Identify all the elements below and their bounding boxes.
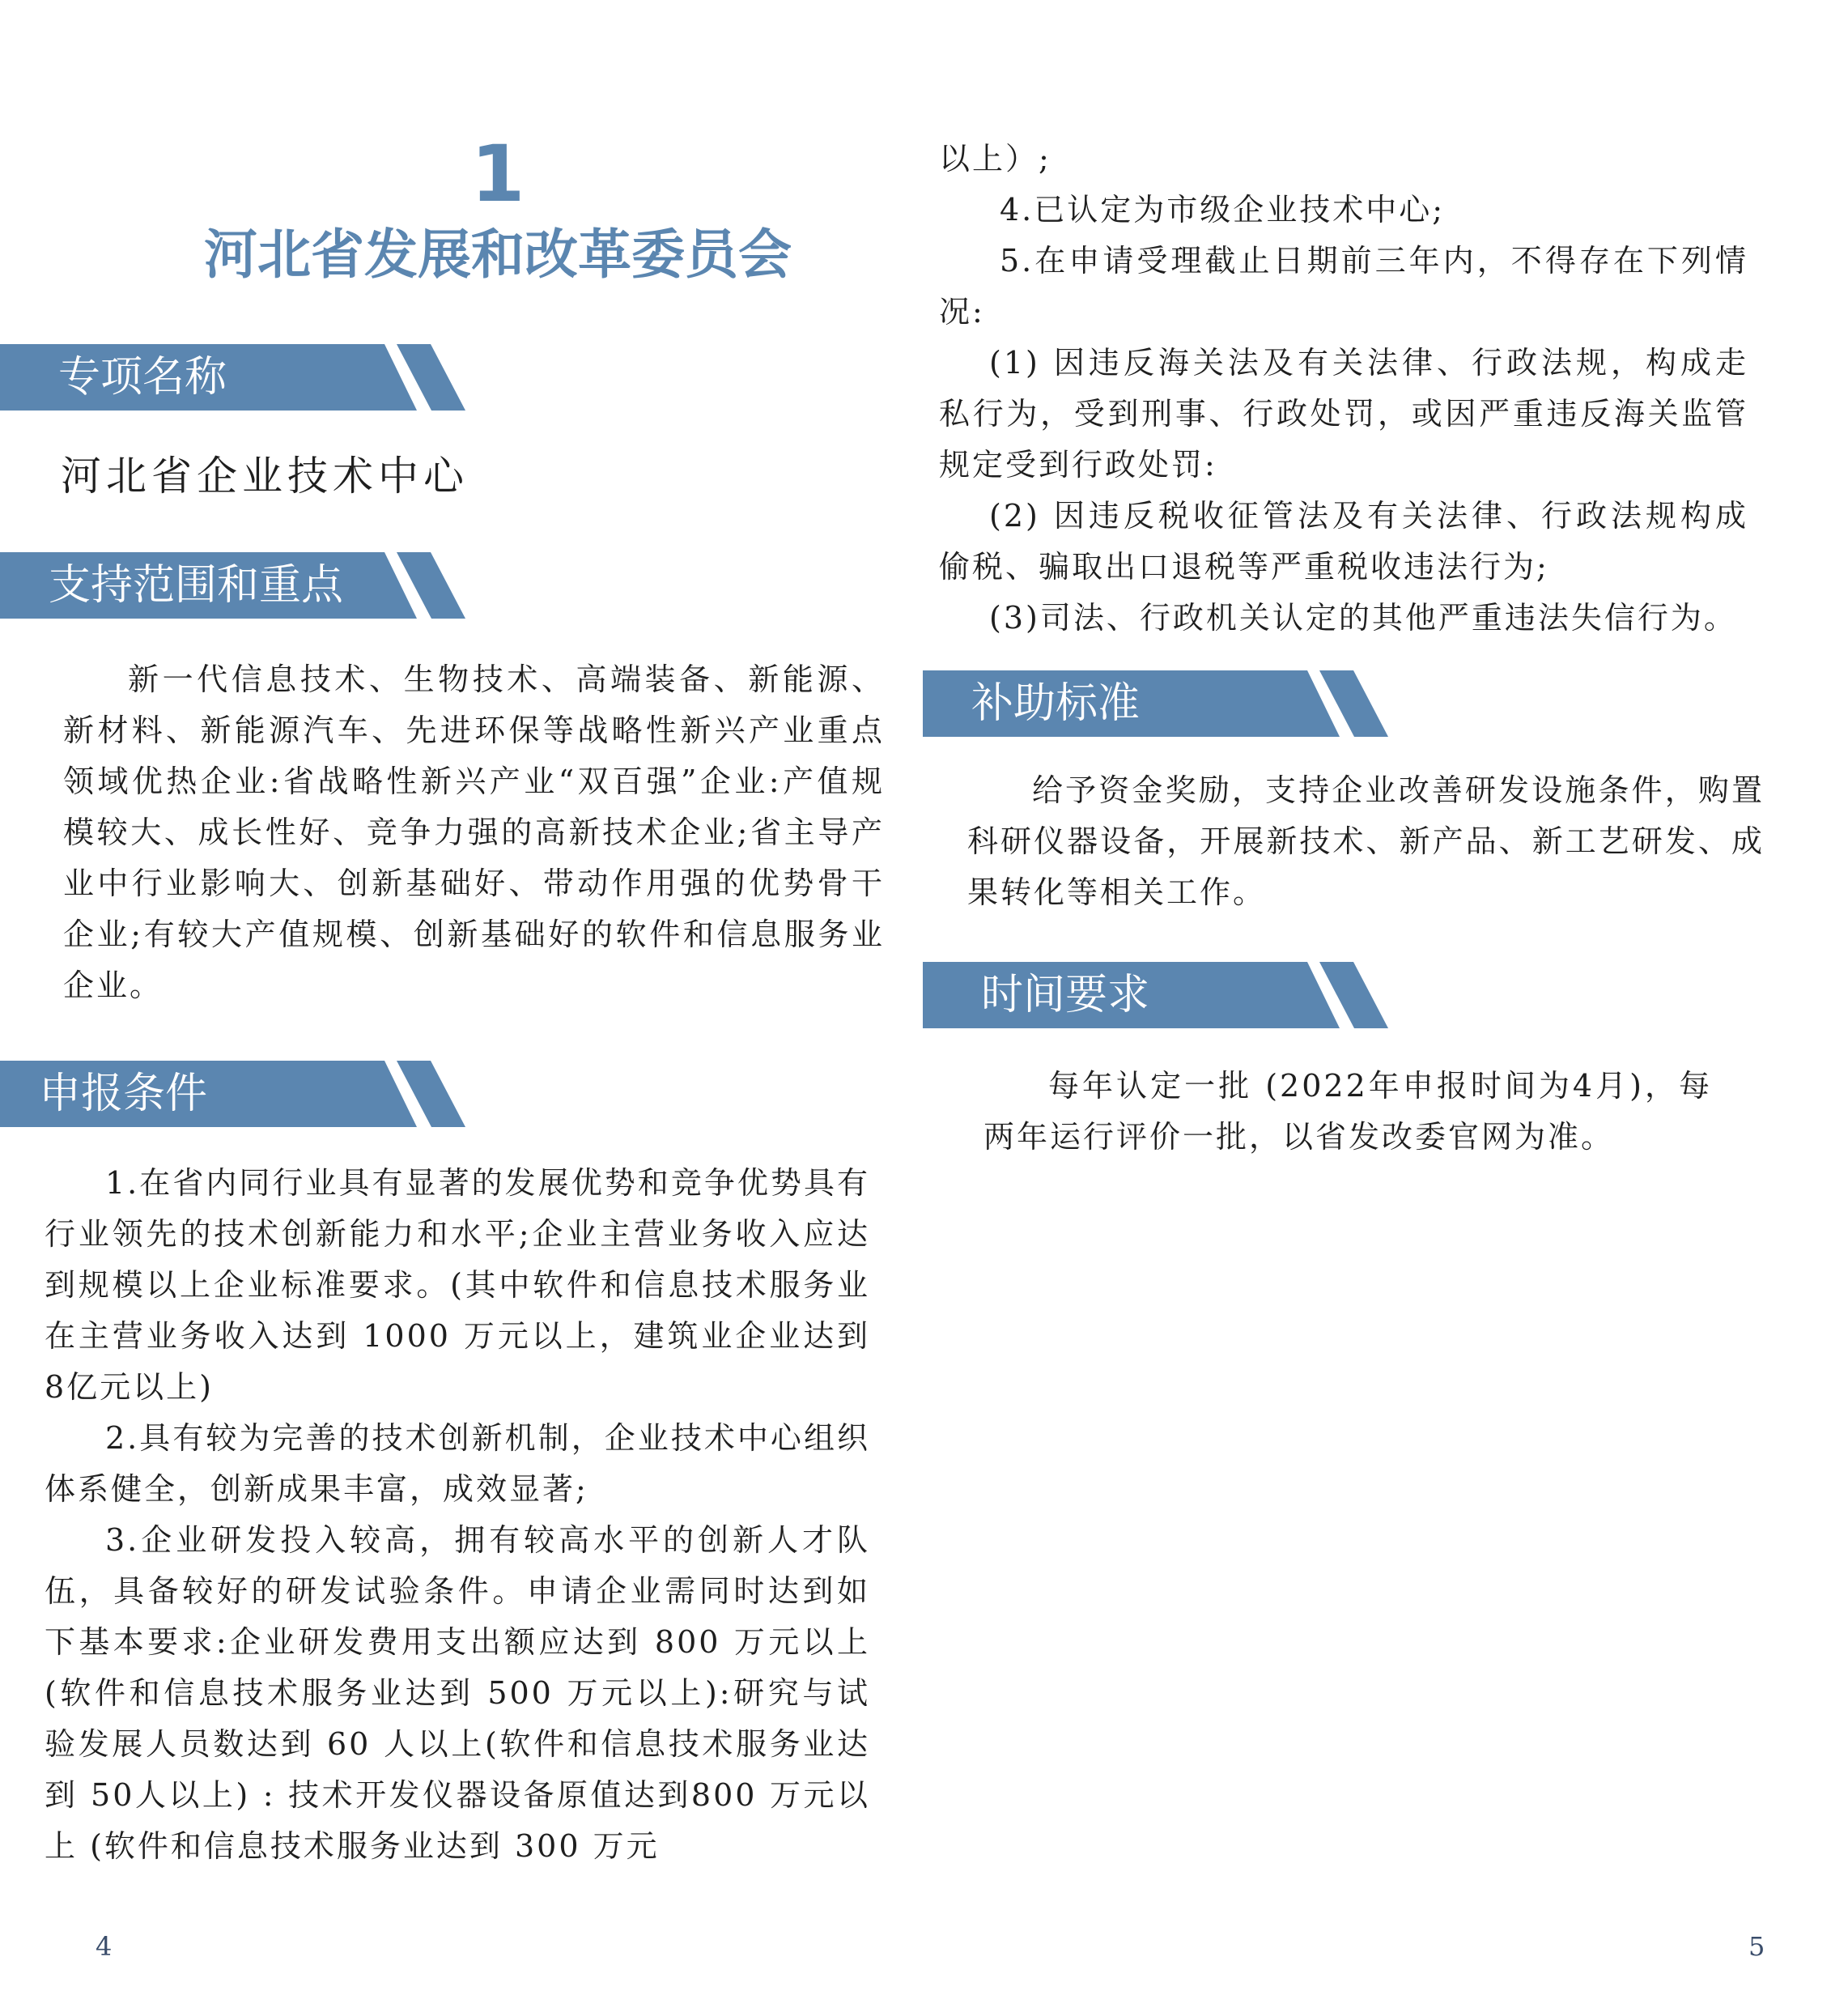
timing-paragraph: 每年认定一批 (2022年申报时间为4月)，每两年运行评价一批，以省发改委官网为准。 [983,1068,1712,1155]
banner-label: 支持范围和重点 [49,561,344,610]
banner-label: 时间要求 [981,971,1150,1019]
conditions-list [45,1158,870,1872]
subsidy-paragraph: 给予资金奖励，支持企业改善研发设施条件，购置科研仪器设备，开展新技术、新产品、新工艺研发、成果转化等相关工作。 [967,772,1765,910]
banner-subsidy [923,670,1392,737]
page-number-right: 5 [1748,1931,1765,1962]
section-number: 1 [470,129,525,219]
conditions-continued [939,134,1748,644]
condition-line: (1) 因违反海关法及有关法律、行政法规，构成走私行为，受到刑事、行政处罚，或因严重违反海关监管规定受到行政处罚: [939,345,1748,483]
banner-scope [0,552,469,619]
condition-line: 4.已认定为市级企业技术中心; [1000,192,1446,228]
project-name: 河北省企业技术中心 [61,453,469,500]
condition-line: 以上）; [939,141,1051,177]
condition-item: 3.企业研发投入较高，拥有较高水平的创新人才队伍，具备较好的研发试验条件。申请企业需同时达到如下基本要求:企业研发费用支出额应达到 800 万元以上(软件和信息技术服务业达到 500 万元以上):研究与试验发展人员数达到 60 人以上(软件和信息技术服务业达到 50人以上) : 技术开发仪器设备原值达到800 万元以上 (软件和信息技术服务业达到 300 万元 [45,1522,870,1864]
banner-timing [923,962,1392,1028]
page-number-left: 4 [96,1931,113,1962]
banner-label: 补助标准 [971,679,1141,728]
condition-line: 5.在申请受理截止日期前三年内，不得存在下列情况: [939,243,1748,330]
condition-item: 2.具有较为完善的技术创新机制，企业技术中心组织体系健全，创新成果丰富，成效显著; [45,1420,870,1507]
banner-label: 申报条件 [39,1070,208,1118]
org-title: 河北省发展和改革委员会 [204,223,792,286]
condition-line: (2) 因违反税收征管法及有关法律、行政法规构成偷税、骗取出口退税等严重税收违法行为; [939,498,1748,585]
banner-project-name [0,344,469,411]
condition-item: 1.在省内同行业具有显著的发展优势和竞争优势具有行业领先的技术创新能力和水平;企业主营业务收入应达到规模以上企业标准要求。(其中软件和信息技术服务业在主营业务收入达到 1000 万元以上，建筑业企业达到8亿元以上) [45,1165,870,1405]
banner-conditions [0,1061,469,1127]
banner-label: 专项名称 [58,353,227,402]
condition-line: (3)司法、行政机关认定的其他严重违法失信行为。 [989,600,1737,636]
scope-paragraph: 新一代信息技术、生物技术、高端装备、新能源、新材料、新能源汽车、先进环保等战略性新兴产业重点领域优热企业:省战略性新兴产业“双百强”企业:产值规模较大、成长性好、竞争力强的高新技术企业;省主导产业中行业影响大、创新基础好、带动作用强的优势骨干企业;有较大产值规模、创新基础好的软件和信息服务业企业。 [63,662,885,1003]
